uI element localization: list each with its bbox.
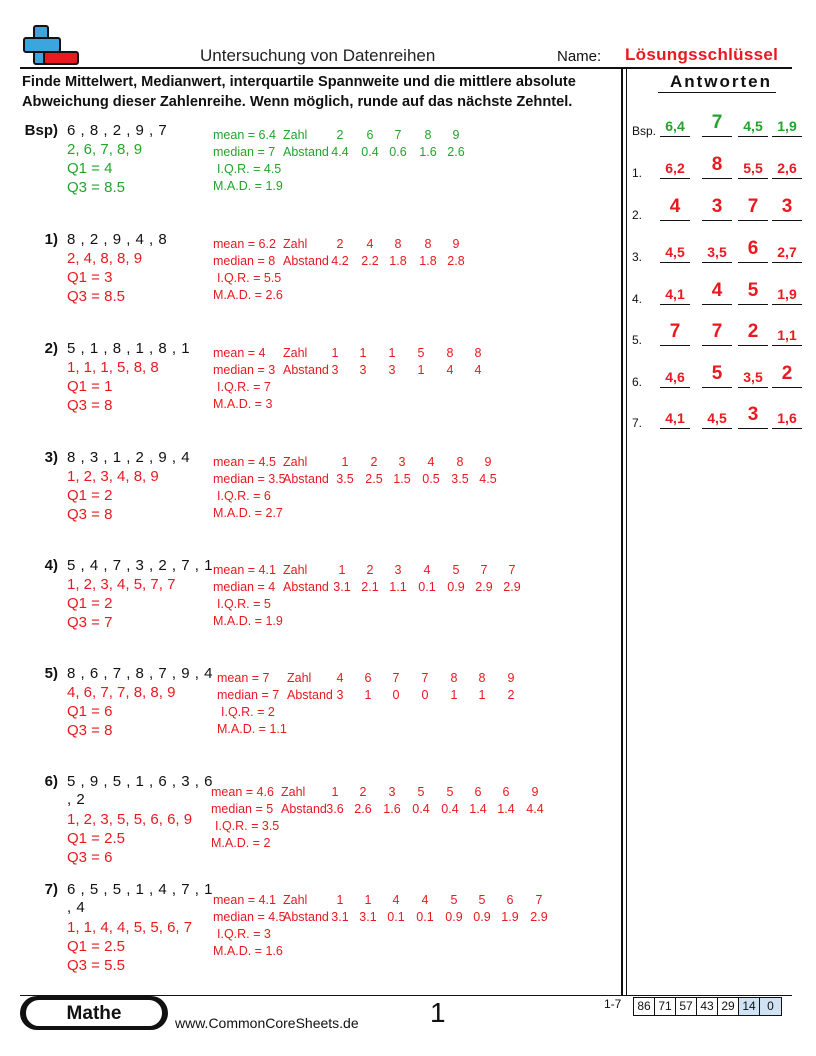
distance-cell: 2 [507,688,515,702]
answer-row-example [632,112,802,142]
answer-blank: 3 [738,404,768,429]
value-cell: 5 [417,346,425,360]
answer-blank: 3,5 [738,369,768,388]
sorted-numbers: 1, 1, 1, 5, 8, 8 [67,359,159,376]
answer-row-label: 4. [632,292,643,306]
iqr-value: I.Q.R. = 6 [217,489,271,503]
value-cell: 3 [398,455,406,469]
median-value: median = 7 [213,145,276,159]
distance-cell: 1.5 [393,472,411,486]
q3-value: Q3 = 8 [67,722,113,739]
column-divider-inner [626,67,627,996]
median-value: median = 4 [213,580,276,594]
distance-cell: 1.8 [419,254,437,268]
problem-numbers: 5 , 4 , 7 , 3 , 2 , 7 , 1 [67,557,213,574]
q1-value: Q1 = 1 [67,378,113,395]
answer-row-1 [632,154,802,184]
score-range-label: 1-7 [604,997,622,1011]
iqr-value: I.Q.R. = 4.5 [217,162,282,176]
value-cell: 1 [336,893,344,907]
value-row-label: Zahl [283,346,308,360]
problem-numbers: 8 , 3 , 1 , 2 , 9 , 4 [67,449,191,466]
distance-cell: 1.4 [497,802,515,816]
distance-cell: 3.1 [333,580,351,594]
score-cell: 71 [655,998,676,1015]
distance-cell: 4.2 [331,254,349,268]
answer-blank: 4,5 [660,244,690,263]
value-cell: 2 [359,785,367,799]
value-row-label: Zahl [283,128,308,142]
value-cell: 4 [392,893,400,907]
answers-title: Antworten [669,72,773,91]
value-cell: 7 [394,128,402,142]
score-table [633,997,782,1016]
mad-value: M.A.D. = 1.1 [217,722,287,736]
mad-value: M.A.D. = 2.7 [213,506,283,520]
value-cell: 1 [331,346,339,360]
problem-label: 7) [44,881,58,898]
value-cell: 5 [450,893,458,907]
answer-blank: 1,9 [772,118,802,137]
mean-value: mean = 6.4 [213,128,276,142]
distance-cell: 1.8 [389,254,407,268]
value-cell: 6 [366,128,374,142]
value-cell: 9 [452,128,460,142]
header-divider [20,67,792,69]
distance-cell: 1.1 [389,580,407,594]
distance-cell: 2.6 [447,145,465,159]
problem-label: 5) [44,665,58,682]
sorted-numbers: 1, 2, 3, 5, 5, 6, 6, 9 [67,811,193,828]
instructions: Finde Mittelwert, Medianwert, interquartile Spannweite und die mittlere absolute Abweichung dieser Zahlenreihe. Wenn möglich, runde auf das nächste Zehntel. [22,74,576,110]
plus-minus-logo-icon [22,24,80,68]
distance-cell: 3 [331,363,339,377]
answer-row-label: 5. [632,333,643,347]
answer-blank: 2 [772,363,802,388]
iqr-value: I.Q.R. = 5.5 [217,271,282,285]
answer-blank: 3,5 [702,244,732,263]
answer-row-label: 6. [632,375,643,389]
value-cell: 8 [424,128,432,142]
problem-numbers: 5 , 9 , 5 , 1 , 6 , 3 , 6 , 2 [67,773,213,808]
distance-cell: 0.1 [416,910,434,924]
value-cell: 1 [338,563,346,577]
value-cell: 4 [336,671,344,685]
distance-cell: 4 [446,363,454,377]
q1-value: Q1 = 3 [67,269,113,286]
distance-row-label: Abstand [283,254,329,268]
distance-cell: 4 [474,363,482,377]
distance-cell: 0 [392,688,400,702]
mean-value: mean = 6.2 [213,237,276,251]
distance-cell: 3 [336,688,344,702]
answer-key-label: Lösungsschlüssel [625,45,779,64]
distance-cell: 0.4 [361,145,379,159]
answer-row-3 [632,238,802,268]
problem-numbers: 8 , 2 , 9 , 4 , 8 [67,231,168,248]
value-cell: 8 [456,455,464,469]
answer-row-7 [632,404,802,434]
answer-row-5 [632,321,802,351]
distance-cell: 0.1 [387,910,405,924]
value-cell: 5 [452,563,460,577]
value-row-label: Zahl [283,455,308,469]
value-cell: 7 [480,563,488,577]
q1-value: Q1 = 2 [67,487,113,504]
value-cell: 4 [427,455,435,469]
value-cell: 1 [359,346,367,360]
score-cell: 57 [676,998,697,1015]
median-value: median = 3.5 [213,472,286,486]
value-cell: 6 [502,785,510,799]
answer-blank: 4 [660,196,690,221]
answer-blank: 4,1 [660,410,690,429]
mad-value: M.A.D. = 1.6 [213,944,283,958]
distance-cell: 3 [388,363,396,377]
answer-row-label: 3. [632,250,643,264]
score-cell: 86 [634,998,655,1015]
sorted-numbers: 1, 2, 3, 4, 8, 9 [67,468,159,485]
value-cell: 1 [341,455,349,469]
value-cell: 2 [336,237,344,251]
answer-blank: 4,5 [702,410,732,429]
distance-cell: 0.6 [389,145,407,159]
value-cell: 7 [508,563,516,577]
mad-value: M.A.D. = 2.6 [213,288,283,302]
answer-blank: 1,9 [772,286,802,305]
distance-cell: 2.9 [475,580,493,594]
score-cell: 29 [718,998,739,1015]
sorted-numbers: 2, 4, 8, 8, 9 [67,250,143,267]
value-cell: 8 [474,346,482,360]
distance-cell: 0.9 [445,910,463,924]
answer-blank: 7 [702,112,732,137]
distance-cell: 1.6 [419,145,437,159]
distance-cell: 1 [478,688,486,702]
answer-blank: 7 [660,321,690,346]
distance-cell: 0.4 [441,802,459,816]
iqr-value: I.Q.R. = 3 [217,927,271,941]
value-cell: 8 [450,671,458,685]
answer-blank: 5,5 [738,160,768,179]
column-divider [621,67,623,996]
distance-cell: 2.5 [365,472,383,486]
mean-value: mean = 7 [217,671,270,685]
mean-value: mean = 4.1 [213,563,276,577]
sorted-numbers: 1, 1, 4, 4, 5, 5, 6, 7 [67,919,193,936]
value-row-label: Zahl [283,563,308,577]
value-cell: 2 [366,563,374,577]
distance-cell: 1 [417,363,425,377]
distance-cell: 2.1 [361,580,379,594]
sorted-numbers: 1, 2, 3, 4, 5, 7, 7 [67,576,176,593]
answer-blank: 4,5 [738,118,768,137]
iqr-value: I.Q.R. = 3.5 [215,819,280,833]
mean-value: mean = 4.5 [213,455,276,469]
q3-value: Q3 = 5.5 [67,957,125,974]
answer-blank: 3 [772,196,802,221]
distance-cell: 3.5 [336,472,354,486]
value-cell: 8 [424,237,432,251]
iqr-value: I.Q.R. = 2 [221,705,275,719]
value-cell: 9 [507,671,515,685]
answer-row-2 [632,196,802,226]
distance-cell: 3.5 [451,472,469,486]
answer-blank: 3 [702,196,732,221]
distance-cell: 4.4 [526,802,544,816]
distance-cell: 2.9 [530,910,548,924]
value-cell: 2 [336,128,344,142]
value-cell: 3 [394,563,402,577]
q1-value: Q1 = 4 [67,160,113,177]
distance-row-label: Abstand [283,472,329,486]
subject-label: Mathe [66,1003,122,1024]
value-cell: 1 [388,346,396,360]
mad-value: M.A.D. = 1.9 [213,179,283,193]
answer-blank: 6,4 [660,118,690,137]
page-number: 1 [430,997,446,1028]
value-cell: 5 [446,785,454,799]
answer-blank: 4,1 [660,286,690,305]
answer-row-4 [632,280,802,310]
answer-blank: 4,6 [660,369,690,388]
value-row-label: Zahl [287,671,312,685]
answer-blank: 7 [738,196,768,221]
value-row-label: Zahl [283,237,308,251]
value-cell: 7 [421,671,429,685]
value-cell: 4 [423,563,431,577]
value-cell: 6 [364,671,372,685]
value-cell: 5 [478,893,486,907]
value-cell: 3 [388,785,396,799]
distance-cell: 2.6 [354,802,372,816]
distance-cell: 1.4 [469,802,487,816]
distance-row-label: Abstand [283,580,329,594]
value-cell: 9 [484,455,492,469]
answer-row-label: 1. [632,166,643,180]
q3-value: Q3 = 7 [67,614,113,631]
distance-cell: 0.5 [422,472,440,486]
sorted-numbers: 2, 6, 7, 8, 9 [67,141,143,158]
answer-row-6 [632,363,802,393]
score-cell: 43 [697,998,718,1015]
q1-value: Q1 = 2.5 [67,938,125,955]
problem-numbers: 5 , 1 , 8 , 1 , 8 , 1 [67,340,191,357]
median-value: median = 4.5 [213,910,286,924]
score-cell: 14 [739,998,760,1015]
distance-cell: 1.6 [383,802,401,816]
q3-value: Q3 = 8.5 [67,179,125,196]
distance-row-label: Abstand [283,363,329,377]
answer-blank: 5 [702,363,732,388]
mad-value: M.A.D. = 2 [211,836,271,850]
distance-cell: 3.6 [326,802,344,816]
value-cell: 9 [452,237,460,251]
q1-value: Q1 = 2.5 [67,830,125,847]
sorted-numbers: 4, 6, 7, 7, 8, 8, 9 [67,684,176,701]
worksheet-title: Untersuchung von Datenreihen [200,46,436,65]
problem-numbers: 6 , 8 , 2 , 9 , 7 [67,122,168,139]
q1-value: Q1 = 6 [67,703,113,720]
distance-cell: 2.9 [503,580,521,594]
problem-label: Bsp) [24,122,58,139]
median-value: median = 5 [211,802,274,816]
answer-row-label: 7. [632,416,643,430]
q3-value: Q3 = 8 [67,506,113,523]
problem-label: 2) [44,340,58,357]
mean-value: mean = 4.6 [211,785,274,799]
q3-value: Q3 = 8 [67,397,113,414]
value-cell: 7 [535,893,543,907]
value-cell: 6 [474,785,482,799]
median-value: median = 8 [213,254,276,268]
distance-cell: 2.2 [361,254,379,268]
problem-label: 3) [44,449,58,466]
mad-value: M.A.D. = 1.9 [213,614,283,628]
answer-row-label: Bsp. [632,124,657,138]
answer-blank: 8 [702,154,732,179]
value-cell: 2 [370,455,378,469]
value-row-label: Zahl [283,893,308,907]
value-cell: 6 [506,893,514,907]
answers-title-underline [658,92,776,93]
answer-blank: 6 [738,238,768,263]
answer-blank: 5 [738,280,768,305]
answer-blank: 2,6 [772,160,802,179]
distance-cell: 2.8 [447,254,465,268]
score-cell: 0 [760,998,781,1015]
problem-numbers: 6 , 5 , 5 , 1 , 4 , 7 , 1 , 4 [67,881,213,916]
distance-cell: 0.1 [418,580,436,594]
distance-cell: 4.5 [479,472,497,486]
answer-blank: 2 [738,321,768,346]
distance-cell: 1 [450,688,458,702]
mean-value: mean = 4 [213,346,266,360]
value-cell: 5 [417,785,425,799]
name-label: Name: [557,48,602,65]
distance-cell: 0 [421,688,429,702]
value-cell: 8 [394,237,402,251]
distance-row-label: Abstand [281,802,327,816]
answer-blank: 1,1 [772,327,802,346]
answer-blank: 7 [702,321,732,346]
distance-cell: 3 [359,363,367,377]
answer-blank: 2,7 [772,244,802,263]
median-value: median = 3 [213,363,276,377]
problem-numbers: 8 , 6 , 7 , 8 , 7 , 9 , 4 [67,665,213,682]
value-cell: 8 [446,346,454,360]
website-url: www.CommonCoreSheets.de [175,1015,359,1031]
answer-blank: 4 [702,280,732,305]
distance-cell: 4.4 [331,145,349,159]
value-cell: 1 [364,893,372,907]
problem-label: 6) [44,773,58,790]
mad-value: M.A.D. = 3 [213,397,273,411]
value-row-label: Zahl [281,785,306,799]
value-cell: 4 [366,237,374,251]
distance-cell: 3.1 [359,910,377,924]
distance-row-label: Abstand [283,145,329,159]
distance-cell: 3.1 [331,910,349,924]
distance-cell: 1 [364,688,372,702]
answer-row-label: 2. [632,208,643,222]
mean-value: mean = 4.1 [213,893,276,907]
iqr-value: I.Q.R. = 7 [217,380,271,394]
value-cell: 9 [531,785,539,799]
q3-value: Q3 = 8.5 [67,288,125,305]
problem-label: 4) [44,557,58,574]
distance-cell: 0.9 [473,910,491,924]
iqr-value: I.Q.R. = 5 [217,597,271,611]
value-cell: 7 [392,671,400,685]
distance-cell: 0.9 [447,580,465,594]
median-value: median = 7 [217,688,280,702]
value-cell: 8 [478,671,486,685]
distance-cell: 0.4 [412,802,430,816]
distance-cell: 1.9 [501,910,519,924]
answer-blank: 6,2 [660,160,690,179]
distance-row-label: Abstand [287,688,333,702]
value-cell: 1 [331,785,339,799]
answer-blank: 1,6 [772,410,802,429]
distance-row-label: Abstand [283,910,329,924]
q3-value: Q3 = 6 [67,849,113,866]
value-cell: 4 [421,893,429,907]
q1-value: Q1 = 2 [67,595,113,612]
problem-label: 1) [44,231,58,248]
